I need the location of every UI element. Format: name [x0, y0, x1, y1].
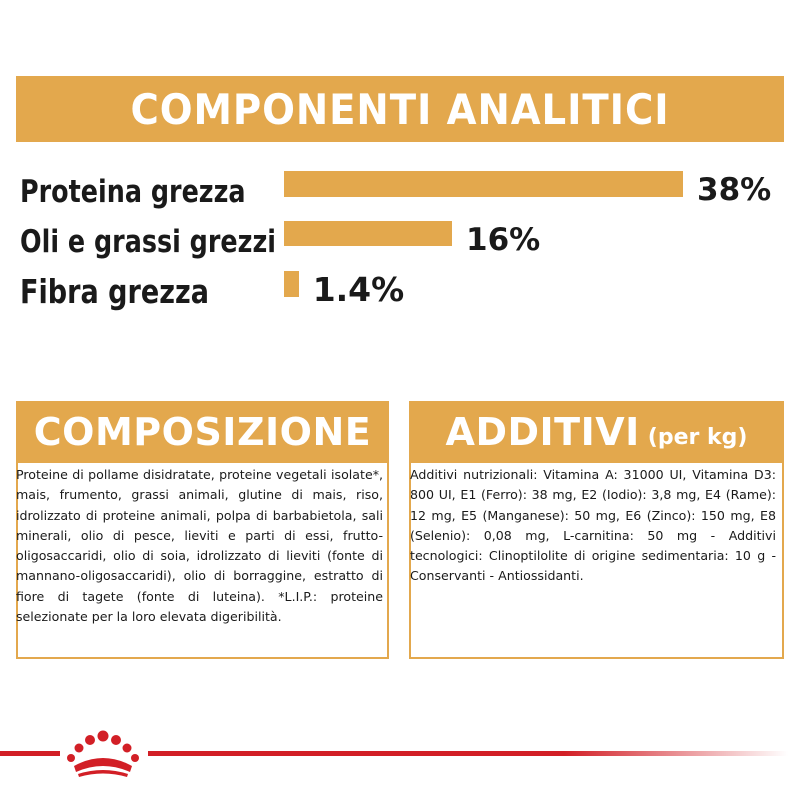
additives-text: Additivi nutrizionali: Vitamina A: 31000 UI, Vitamina D3: 800 UI, E1 (Ferro): 38 mg, E2 (Iodio): 3,8 mg, E4 (Rame): 12 mg, E5 (Manganese): 50 mg, E6 (Zinco): 150 mg, E8 (Selenio): 0,08 mg, L-carnitina: 50 mg - Additivi tecnologici: Clinoptilolite di origine sedimentaria: 10 g - Conservanti - Antiossidanti.: [410, 467, 776, 584]
nutrient-bar-chart: [16, 160, 800, 310]
footer-line-right: [148, 751, 788, 756]
composition-title: COMPOSIZIONE: [33, 410, 372, 454]
footer-line-left: [0, 751, 60, 756]
additives-title: ADDITIVI: [445, 410, 640, 454]
nutrient-label: Oli e grassi grezzi: [20, 224, 276, 260]
nutrient-value-label: 1.4%: [312, 270, 405, 309]
composition-text: Proteine di pollame disidratate, proteine vegetali isolate*, mais, frumento, grassi animali, glutine di mais, riso, idrolizzato di proteine animali, polpa di barbabietola, sali minerali, olio di pesce, lieviti e parti di essi, frutto-oligosaccaridi, olio di soia, idrolizzato di lieviti (fonte di mannano-oligosaccaridi), olio di borraggine, estratto di fiore di tagete (fonte di luteina). *L.I.P.: proteine selezionate per la loro elevata digeribilità.: [16, 467, 383, 625]
composition-header: [16, 401, 389, 463]
nutrient-label: Fibra grezza: [20, 272, 209, 311]
nutrient-bar: [284, 221, 452, 246]
nutrient-bar: [284, 271, 299, 297]
footer-brand-strip: [0, 726, 800, 786]
nutrient-bar: [284, 171, 683, 197]
nutrient-label: Proteina grezza: [20, 174, 246, 210]
nutrient-value-label: 16%: [466, 222, 541, 258]
analytical-components-title: COMPONENTI ANALITICI: [130, 84, 670, 134]
nutrient-value-label: 38%: [697, 172, 772, 208]
analytical-components-header: [16, 76, 784, 142]
additives-subtitle: (per kg): [647, 424, 748, 450]
royal-canin-crown-icon: [60, 728, 146, 778]
additives-header: [409, 401, 784, 463]
